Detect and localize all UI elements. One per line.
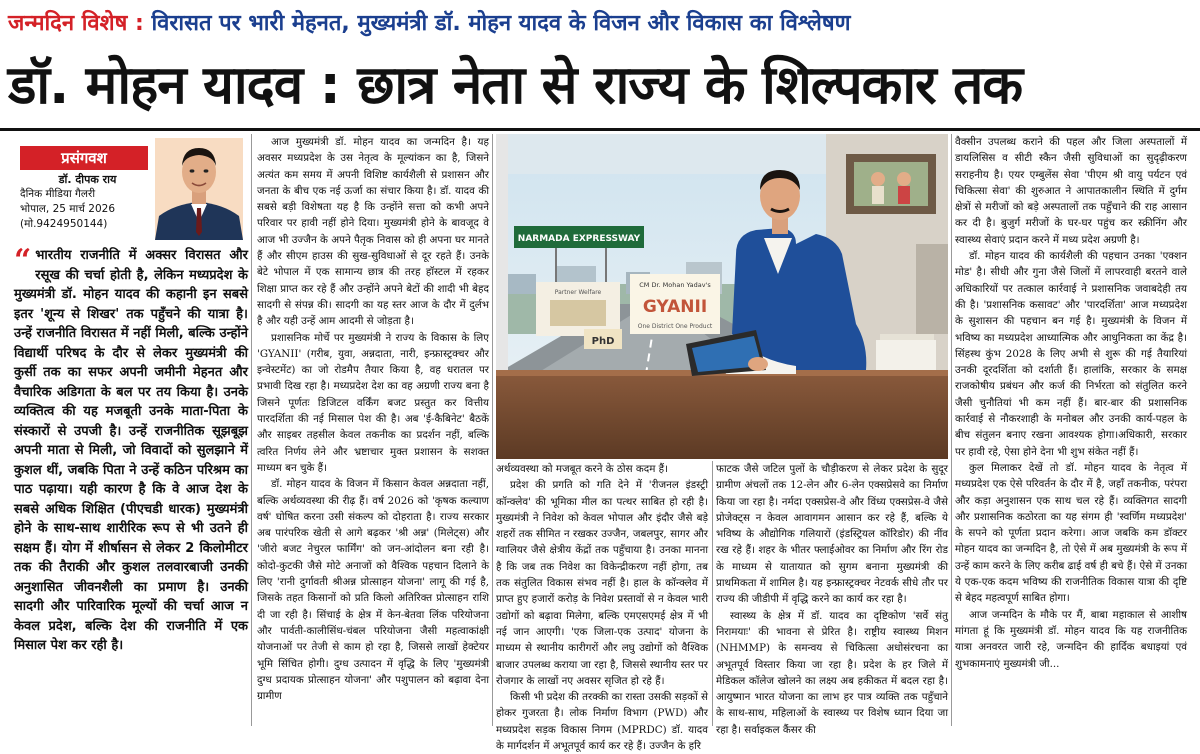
main-headline: डॉ. मोहन यादव : छात्र नेता से राज्य के शिल्पकार तक (8, 55, 1023, 116)
headline-rule (0, 128, 1200, 131)
paragraph: वैक्सीन उपलब्ध कराने की पहल और जिला अस्पतालों में डायलिसिस व सीटी स्कैन जैसी सुविधाओं का सुदृढ़ीकरण सराहनीय है। एयर एम्बुलेंस सेवा 'पीएम श्री वायु पर्यटन एवं चिकित्सा सेवा' की शुरुआत ने आपातकालीन स्थिति में दुर्गम क्षेत्रों से मरीजों को बड़े अस्पतालों तक पहुँचाने की राह आसान कर दी है। बुजुर्ग मरीजों के घर-घर पहुंच कर स्क्रीनिंग और स्वास्थ्य सेवाएं प्रदान करने में मध्य प्रदेश अग्रणी है। (955, 136, 1187, 246)
cm-office-photo (496, 134, 948, 459)
kicker-text: विरासत पर भारी मेहनत, मुख्यमंत्री डॉ. मोहन यादव के विजन और विकास का विश्लेषण (151, 11, 851, 36)
column-divider (712, 461, 713, 726)
author-name: डॉ. दीपक राय (58, 173, 117, 186)
lead-text: भारतीय राजनीति में अक्सर विरासत और रसूख की चर्चा होती है, लेकिन मध्यप्रदेश के मुख्यमंत्री डॉ. मोहन यादव की कहानी इन सबसे इतर 'शून्य से शिखर' तक पहुँचने की यात्रा है। उन्हें राजनीति विरासत में नहीं मिली, बल्कि उन्होंने विद्यार्थी परिषद के दौर से लेकर मुख्यमंत्री की कुर्सी तक का सफर अपनी जमीनी मेहनत और वैचारिक अडिगता के बल पर तय किया है। उनके व्यक्तित्व की यह मजबूती उनके माता-पिता के संस्कारों से उपजी है। उन्हें राजनीतिक सूझबूझ अपनी माता से मिली, जो विवादों को सुलझाने में कुशल थीं, जबकि पिता ने उन्हें कठिन परिश्रम का पाठ पढ़ाया। यही कारण है कि वे आज देश के सबसे अधिक शिक्षित (पीएचडी धारक) मुख्यमंत्री होने के साथ-साथ शारीरिक रूप से भी उतने ही सक्षम हैं। योग में शीर्षासन से लेकर 2 किलोमीटर तक की तैराकी और कुशल तलवारबाजी उनकी अनुशासित जीवनशैली का प्रमाण है। उनकी सादगी और पारिवारिक मूल्यों की चर्चा आज न केवल प्रदेश, बल्कि देश की राजनीति में एक मिसाल पेश कर रही है। (14, 248, 248, 653)
article-column-4 (955, 134, 1187, 729)
road-sign-text: NARMADA EXPRESSWAY (517, 234, 641, 244)
column-tag: प्रसंगवश (20, 146, 148, 170)
paragraph: स्वास्थ्य के क्षेत्र में डॉ. यादव का दृष्टिकोण 'सर्वे संतु निरामयाः' की भावना से प्रेरित है। राष्ट्रीय स्वास्थ्य मिशन (NHMMP) के समन्वय से चिकित्सा अधोसंरचना का अभूतपूर्व विस्तार किया जा रहा है। प्रदेश के हर जिले में मेडिकल कॉलेज खोलने का लक्ष्य अब हकीकत में बदल रहा है। आयुष्मान भारत योजना का लाभ हर पात्र व्यक्ति तक पहुँचाने के साथ-साथ, महिलाओं के स्वास्थ्य पर विशेष ध्यान दिया जा रहा है। सर्वाइकल कैंसर की (716, 609, 948, 736)
article-column-1 (257, 134, 489, 729)
column-divider (492, 134, 493, 726)
author-dateline: भोपाल, 25 मार्च 2026 (20, 203, 116, 215)
author-portrait (155, 138, 243, 240)
author-portrait-image (155, 138, 243, 240)
paragraph: किसी भी प्रदेश की तरक्की का रास्ता उसकी सड़कों से होकर गुजरता है। लोक निर्माण विभाग (PWD) और मध्यप्रदेश सड़क विकास निगम (MPRDC) डॉ. यादव के मार्गदर्शन में अभूतपूर्व कार्य कर रहे हैं। उज्जैन के हरि (496, 691, 708, 753)
award-label: Partner Welfare (554, 289, 602, 296)
paragraph: प्रदेश की प्रगति को गति देने में 'रीजनल इंडस्ट्री कॉन्क्लेव' की भूमिका मील का पत्थर साबित हो रही है। मुख्यमंत्री ने निवेश को केवल भोपाल और इंदौर जैसे बड़े शहरों तक सीमित न रखकर उज्जैन, जबलपुर, सागर और ग्वालियर जैसे क्षेत्रीय केंद्रों तक पहुँचाया है। उनका मानना है कि जब तक निवेश का विकेन्द्रीकरण नहीं होगा, तब तक संतुलित विकास संभव नहीं है। हाल के कॉन्क्लेव में प्राप्त हुए हजारों करोड़ के निवेश प्रस्तावों से न केवल भारी उद्योगों को बढ़ावा मिलेगा, बल्कि एमएसएमई क्षेत्र में भी नई जान आएगी। 'एक जिला-एक उत्पाद' योजना के माध्यम से स्थानीय कारीगरों और लघु उद्योगों को वैश्विक बाजार उपलब्ध कराया जा रहा है, जिससे स्थानीय स्तर पर रोजगार के लाखों नए अवसर सृजित हो रहे हैं। (496, 479, 708, 687)
paragraph: प्रशासनिक मोर्चे पर मुख्यमंत्री ने राज्य के विकास के लिए 'GYANII' (गरीब, युवा, अन्नदाता, नारी, इन्फ्रास्ट्रक्चर और इन्वेस्टमेंट) का जो रोडमैप तैयार किया है, वह धरातल पर प्रभावी दिख रहा है। मध्यप्रदेश देश का वह अग्रणी राज्य बना है जिसने पूर्णतः डिजिटल वर्किंग बजट प्रस्तुत कर वित्तीय पारदर्शिता की नई मिसाल पेश की है। अब 'ई-कैबिनेट' बैठकें और साइबर तहसील केवल तकनीक का प्रदर्शन नहीं, बल्कि त्वरित निर्णय लेने और भ्रष्टाचार मुक्त प्रशासन के सशक्त माध्यम बन चुके हैं। (257, 331, 489, 474)
kicker-label: जन्मदिन विशेष : (8, 11, 144, 36)
kicker-line (8, 4, 1198, 44)
author-phone: (मो.9424950144) (20, 218, 108, 230)
paragraph: डॉ. मोहन यादव के विजन में किसान केवल अन्नदाता नहीं, बल्कि अर्थव्यवस्था की रीढ़ हैं। वर्ष 2026 को 'कृषक कल्याण वर्ष' घोषित करना उसी संकल्प को दोहराता है। राज्य सरकार अब पारंपरिक खेती से आगे बढ़कर 'श्री अन्न' (मिलेट्स) और 'जीरो बजट नेचुरल फार्मिंग' को जन-आंदोलन बना रही है। कोदो-कुटकी जैसे मोटे अनाजों को वैश्विक पहचान दिलाने के लिए 'रानी दुर्गावती श्रीअन्न प्रोत्साहन योजना' लागू की गई है, जिसके तहत किसानों को प्रति किलो अतिरिक्त प्रोत्साहन राशि दी जा रही है। सिंचाई के क्षेत्र में केन-बेतवा लिंक परियोजना और पार्वती-कालीसिंध-चंबल परियोजना जैसी महत्वाकांक्षी योजनाओं पर तेजी से काम हो रहा है, जिससे लाखों हेक्टेयर भूमि सिंचित होगी। दुग्ध उत्पादन में वृद्धि के लिए 'मुख्यमंत्री दुग्ध प्रदायक प्रोत्साहन योजना' और पशुपालन को बढ़ावा देना ग्रामीण (257, 478, 489, 703)
paragraph: फाटक जैसे जटिल पुलों के चौड़ीकरण से लेकर प्रदेश के सुदूर ग्रामीण अंचलों तक 12-लेन और 6-लेन एक्सप्रेसवे का निर्माण किया जा रहा है। नर्मदा एक्सप्रेस-वे और विंध्य एक्सप्रेस-वे जैसे प्रोजेक्ट्स न केवल आवागमन आसान कर रहे हैं, बल्कि ये भविष्य के औद्योगिक गलियारों (इंडस्ट्रियल कॉरिडोर) की नींव रख रहे हैं। शहर के भीतर फ्लाईओवर का निर्माण और रिंग रोड के माध्यम से यातायात को सुगम बनाना मुख्यमंत्री की प्राथमिकता में शामिल है। यह इन्फ्रास्ट्रक्चर नेटवर्क सीधे तौर पर राज्य की जीडीपी में वृद्धि करने का कार्य कर रहा है। (716, 463, 948, 606)
column-divider (951, 134, 952, 726)
column-divider (251, 134, 252, 726)
shelf-label: One District One Product (637, 323, 713, 330)
board-word: GYANII (642, 297, 708, 317)
paragraph: आज जन्मदिन के मौके पर मैं, बाबा महाकाल से आशीष मांगता हूं कि मुख्यमंत्री डॉ. मोहन यादव कि यह राजनीतिक यात्रा अनवरत जारी रहे, जन्मदिन की हार्दिक बधाइयां एवं शुभकामनाएं मुख्यमंत्री जी... (955, 608, 1187, 670)
paragraph: डॉ. मोहन यादव की कार्यशैली की पहचान उनका 'एक्शन मोड' है। सीधी और गुना जैसे जिलों में लापरवाही बरतने वाले अधिकारियों पर तत्काल कार्रवाई ने प्रशासनिक जवाबदेही तय की है। 'प्रशासनिक कसावट' और 'पारदर्शिता' आज मध्यप्रदेश के सुशासन की पहचान बन गई है। मुख्यमंत्री के विजन में भविष्य का मध्यप्रदेश आध्यात्मिक और आधुनिकता का केंद्र है। सिंहस्थ कुंभ 2028 के लिए अभी से शुरू की गई तैयारियां उनकी दूरदर्शिता को दर्शाती हैं। हालांकि, सरकार के समक्ष राजकोषीय प्रबंधन और कर्ज की निर्भरता को संतुलित करने जैसी चुनौतियां भी कम नहीं हैं। बार-बार की प्रशासनिक कार्रवाई से नौकरशाही के मनोबल और उनकी कार्य-पहल के बीच संतुलन बनाए रखना आवश्यक होगा।अधिकारी, सरकार पर हावी रहे, ऐसा होने देना भी शुभ संकेत नहीं हैं। (955, 250, 1187, 458)
paragraph: कुल मिलाकर देखें तो डॉ. मोहन यादव के नेतृत्व में मध्यप्रदेश एक ऐसे परिवर्तन के दौर में है, जहाँ तकनीक, परंपरा और कड़ा अनुशासन एक साथ चल रहे हैं। व्यक्तिगत सादगी और प्रशासनिक कठोरता का यह संगम ही 'स्वर्णिम मध्यप्रदेश' के सपने को पूर्णता प्रदान करेगा। आज जबकि कम डॉक्टर मोहन यादव का जन्मदिन है, तो ऐसे में अब मुख्यमंत्री के रूप में उन्हें काम करने के लिए करीब ढाई वर्ष ही बचे हैं। ऐसे में उनका ये एक-एक कदम भविष्य की राजनीतिक विकास यात्रा की दृष्टि से बेहद महत्वपूर्ण साबित होगा। (955, 461, 1187, 605)
author-byline (20, 172, 155, 232)
author-org: दैनिक मीडिया गैलरी (20, 188, 96, 200)
board-small: PhD (591, 336, 615, 347)
cm-photo (496, 134, 948, 459)
nameplate-text: CM Dr. Mohan Yadav's (639, 281, 711, 289)
paragraph: अर्थव्यवस्था को मजबूत करने के ठोस कदम हैं। (496, 463, 668, 475)
article-column-2 (496, 461, 708, 753)
paragraph: आज मुख्यमंत्री डॉ. मोहन यादव का जन्मदिन है। यह अवसर मध्यप्रदेश के उस नेतृत्व के मूल्यांकन का है, जिसने अत्यंत कम समय में अपनी विशिष्ट कार्यशैली से प्रशासन और जनता के बीच एक नई ऊर्जा का संचार किया है। डॉ. यादव की सबसे बड़ी विशेषता यह है कि उन्होंने सत्ता को कभी अपने परिवार पर हावी नहीं होने दिया। मुख्यमंत्री होने के बावजूद वे आज भी उज्जैन के अपने पैतृक निवास को ही अपना घर मानते हैं और सीएम हाउस की सुख-सुविधाओं से दूर रहते हैं। उनके बेटे भोपाल में एक सामान्य छात्र की तरह हॉस्टल में रहकर शिक्षा प्राप्त कर रहे हैं और उन्होंने अपने बेटों की शादी भी बेहद सादगी से संपन्न की। सादगी का यह स्तर आज के दौर में दुर्लभ है और यही उन्हें आम आदमी से जोड़ता है। (257, 136, 489, 328)
article-column-3 (716, 461, 948, 736)
lead-paragraph (14, 243, 248, 726)
quote-mark-icon: “ (14, 243, 32, 278)
